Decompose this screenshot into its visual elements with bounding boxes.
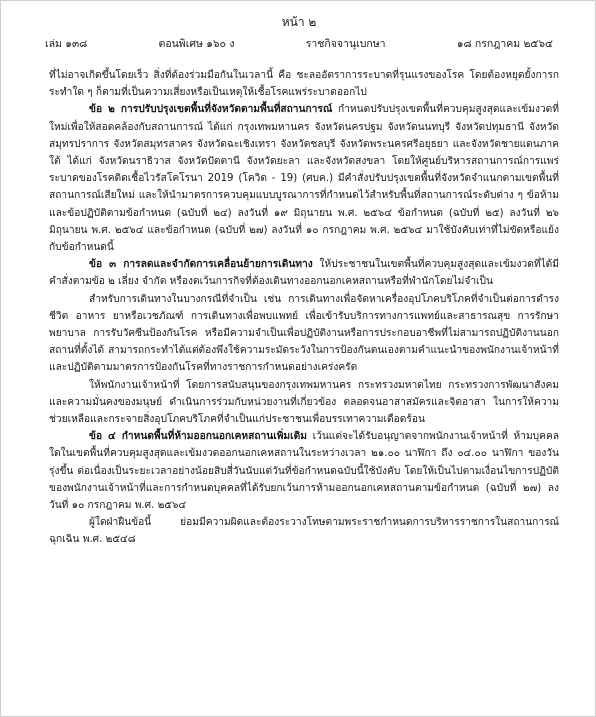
clause-3-text: ให้ประชาชนในเขตพื้นที่ควบคุมสูงสุดและเข้มงวดที่ได้มีคำสั่งตามข้อ ๒ เลี่ยง จำกัด หรืองดเว้นการกิจที่ต้องเดินทางออกนอกเคหสถานหรือที่พำนักโดยไม่จำเป็น: [49, 259, 560, 288]
clause-3: [49, 256, 559, 290]
clause-4: [49, 428, 559, 514]
intro-paragraph: ที่ไม่อาจเกิดขึ้นโดยเร็ว สิ่งที่ต้องร่วมมือกันในเวลานี้ คือ ชะลออัตราการระบาดที่รุนแรงของโรค โดยต้องหยุดยั้งการกระทำใด ๆ ก็ตามที่เป็นความเสี่ยงหรือเป็นเหตุให้เชื้อโรคแพร่ระบาดออกไป: [49, 70, 559, 99]
volume-label: เล่ม ๑๓๘: [45, 38, 88, 50]
clause-2-text: กำหนดปรับปรุงเขตพื้นที่ควบคุมสูงสุดและเข้มงวดที่ใหม่เพื่อให้สอดคล้องกับสถานการณ์ ได้แก่ กรุงเทพมหานคร จังหวัดนครปฐม จังหวัดนนทบุรี จังหวัดปทุมธานี จังหวัดสมุทรปราการ จังหวัดสมุทรสาคร จังหวัดฉะเชิงเทรา จังหวัดชลบุรี จังหวัดพระนครศรีอยุธยา และจังหวัดชายแดนภาคใต้ ได้แก่ จังหวัดนราธิวาส จังหวัดปัตตานี จังหวัดยะลา และจังหวัดสงขลา โดยให้ศูนย์บริหารสถานการณ์การแพร่ระบาดของโรคติดเชื้อไวรัสโคโรนา 2019 (โควิด - 19) (ศบค.) มีคำสั่งปรับปรุงเขตพื้นที่จังหวัดจำแนกตามเขตพื้นที่สถานการณ์เสียใหม่ และให้นำมาตรการควบคุมแบบบูรณาการที่กำหนดไว้สำหรับพื้นที่สถานการณ์ระดับต่าง ๆ ข้อห้าม และข้อปฏิบัติตามข้อกำหนด (ฉบับที่ ๒๔) ลงวันที่ ๑๙ มิถุนายน พ.ศ. ๒๕๖๔ ข้อกำหนด (ฉบับที่ ๒๕) ลงวันที่ ๒๖ มิถุนายน พ.ศ. ๒๕๖๔ และข้อกำหนด (ฉบับที่ ๒๗) ลงวันที่ ๑๐ กรกฎาคม พ.ศ. ๒๕๖๔ มาใช้บังคับเท่าที่ไม่ขัดหรือแย้งกับข้อกำหนดนี้: [49, 104, 559, 254]
clause-4-text: เว้นแต่จะได้รับอนุญาตจากพนักงานเจ้าหน้าที่ ห้ามบุคคลใดในเขตพื้นที่ควบคุมสูงสุดและเข้มงวดออกนอกเคหสถานในระหว่างเวลา ๒๑.๐๐ นาฬิกา ถึง ๐๔.๐๐ นาฬิกา ของวันรุ่งขึ้น ต่อเนื่องเป็นระยะเวลาอย่างน้อยสิบสี่วันนับแต่วันที่ข้อกำหนดฉบับนี้ใช้บังคับ โดยให้เป็นไปตามเงื่อนไขการปฏิบัติของพนักงานเจ้าหน้าที่และการกำหนดบุคคลที่ได้รับยกเว้นการห้ามออกนอกเคหสถานตามข้อกำหนด (ฉบับที่ ๒๗) ลงวันที่ ๑๐ กรกฎาคม พ.ศ. ๒๕๖๔: [49, 431, 559, 512]
document-body: [49, 67, 559, 549]
clause-4-paragraph-2: ผู้ใดฝ่าฝืนข้อนี้ ย่อมมีความผิดและต้องระวางโทษตามพระราชกำหนดการบริหารราชการในสถานการณ์ฉุกเฉิน พ.ศ. ๒๕๔๘: [49, 517, 559, 546]
page-number: หน้า ๒: [281, 15, 317, 29]
clause-4-heading: ข้อ ๔ กำหนดพื้นที่ห้ามออกนอกเคหสถานเพิ่มเติม: [89, 431, 307, 443]
clause-2-heading: ข้อ ๒ การปรับปรุงเขตพื้นที่จังหวัดตามพื้นที่สถานการณ์: [89, 104, 333, 116]
gazette-header: [45, 35, 553, 52]
clause-3-heading: ข้อ ๓ การลดและจำกัดการเคลื่อนย้ายการเดินทาง: [89, 259, 313, 271]
section-label: ตอนพิเศษ ๑๖๐ ง: [158, 38, 235, 50]
publication-date: ๑๘ กรกฎาคม ๒๕๖๔: [456, 38, 553, 50]
gazette-name: ราชกิจจานุเบกษา: [305, 38, 386, 50]
clause-3-paragraph-3: ให้พนักงานเจ้าหน้าที่ โดยการสนับสนุนของกรุงเทพมหานคร กระทรวงมหาดไทย กระทรวงการพัฒนาสังคมและความมั่นคงของมนุษย์ ดำเนินการร่วมกับหน่วยงานที่เกี่ยวข้อง ตลอดจนอาสาสมัครและจิตอาสา ในการให้ความช่วยเหลือและกระจายสิ่งอุปโภคบริโภคที่จำเป็นแก่ประชาชนเพื่อบรรเทาความเดือดร้อน: [49, 379, 559, 426]
clause-3-paragraph-2: สำหรับการเดินทางในบางกรณีที่จำเป็น เช่น การเดินทางเพื่อจัดหาเครื่องอุปโภคบริโภคที่จำเป็นต่อการดำรงชีวิต อาหาร ยาหรือเวชภัณฑ์ การเดินทางเพื่อพบแพทย์ เพื่อเข้ารับบริการทางการแพทย์และสาธารณสุข การรักษาพยาบาล การรับวัคซีนป้องกันโรค หรือมีความจำเป็นเพื่อปฏิบัติงานหรือการประกอบอาชีพที่ไม่สามารถปฏิบัติงานนอกสถานที่ตั้งได้ สามารถกระทำได้แต่ต้องพึงใช้ความระมัดระวังในการป้องกันตนเองตามคำแนะนำของพนักงานเจ้าหน้าที่ และปฏิบัติตามมาตรการป้องกันโรคที่ทางราชการกำหนดอย่างเคร่งครัด: [49, 293, 559, 374]
clause-2: [49, 101, 559, 256]
